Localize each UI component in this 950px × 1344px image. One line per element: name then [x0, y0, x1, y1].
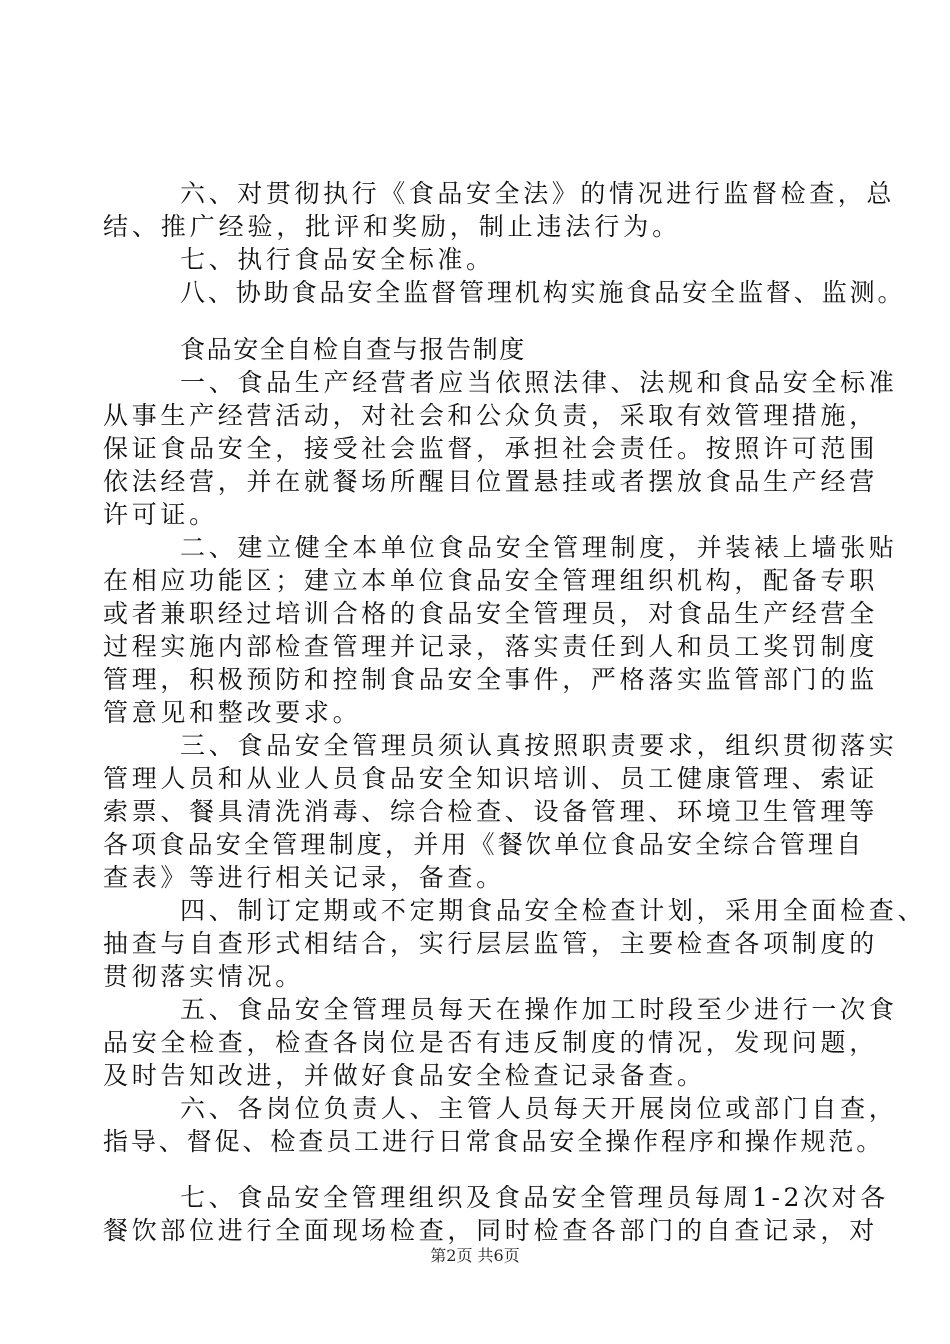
text-line: 抽查与自查形式相结合，实行层层监管，主要检查各项制度的: [103, 929, 878, 958]
text-line: 贯彻落实情况。: [103, 962, 304, 991]
text-line: 许可证。: [103, 500, 218, 529]
text-line: 结、推广经验，批评和奖励，制止违法行为。: [103, 212, 682, 241]
text-line: 索票、餐具清洗消毒、综合检查、设备管理、环境卫生管理等: [103, 797, 878, 826]
text-line: 七、食品安全管理组织及食品安全管理员每周1-2次对各: [180, 1183, 889, 1212]
text-line: 依法经营，并在就餐场所醒目位置悬挂或者摆放食品生产经营: [103, 467, 878, 496]
text-line: 一、食品生产经营者应当依照法律、法规和食品安全标准: [180, 368, 898, 397]
text-line: 或者兼职经过培训合格的食品安全管理员，对食品生产经营全: [103, 599, 878, 628]
text-line: 五、食品安全管理员每天在操作加工时段至少进行一次食: [180, 995, 898, 1024]
text-line: 及时告知改进，并做好食品安全检查记录备查。: [103, 1061, 706, 1090]
section-title: 食品安全自检自查与报告制度: [180, 335, 526, 364]
text-line: 从事生产经营活动，对社会和公众负责，采取有效管理措施，: [103, 401, 878, 430]
text-line: 指导、督促、检查员工进行日常食品安全操作程序和操作规范。: [103, 1127, 885, 1156]
text-line: 四、制订定期或不定期食品安全检查计划，采用全面检查、: [180, 896, 927, 925]
text-line: 八、协助食品安全监督管理机构实施食品安全监督、监测。: [180, 278, 906, 307]
text-line: 各项食品安全管理制度，并用《餐饮单位食品安全综合管理自: [103, 830, 865, 859]
text-line: 六、对贯彻执行《食品安全法》的情况进行监督检查，总: [180, 179, 896, 208]
text-line: 保证食品安全，接受社会监督，承担社会责任。按照许可范围: [103, 434, 878, 463]
text-line: 餐饮部位进行全面现场检查，同时检查各部门的自查记录，对: [103, 1216, 878, 1245]
text-line: 六、各岗位负责人、主管人员每天开展岗位或部门自查，: [180, 1094, 898, 1123]
text-line: 七、执行食品安全标准。: [180, 245, 495, 274]
text-line: 管意见和整改要求。: [103, 698, 362, 727]
text-line: 二、建立健全本单位食品安全管理制度，并装裱上墙张贴: [180, 533, 898, 562]
text-line: 过程实施内部检查管理并记录，落实责任到人和员工奖罚制度: [103, 632, 878, 661]
text-line: 管理人员和从业人员食品安全知识培训、员工健康管理、索证: [103, 764, 878, 793]
text-line: 在相应功能区；建立本单位食品安全管理组织机构，配备专职: [103, 566, 878, 595]
page-footer: 第2页 共6页: [430, 1246, 520, 1265]
text-line: 三、食品安全管理员须认真按照职责要求，组织贯彻落实: [180, 731, 898, 760]
text-line: 管理，积极预防和控制食品安全事件，严格落实监管部门的监: [103, 665, 878, 694]
text-line: 品安全检查，检查各岗位是否有违反制度的情况，发现问题，: [103, 1028, 878, 1057]
text-line: 查表》等进行相关记录，备查。: [103, 863, 505, 892]
